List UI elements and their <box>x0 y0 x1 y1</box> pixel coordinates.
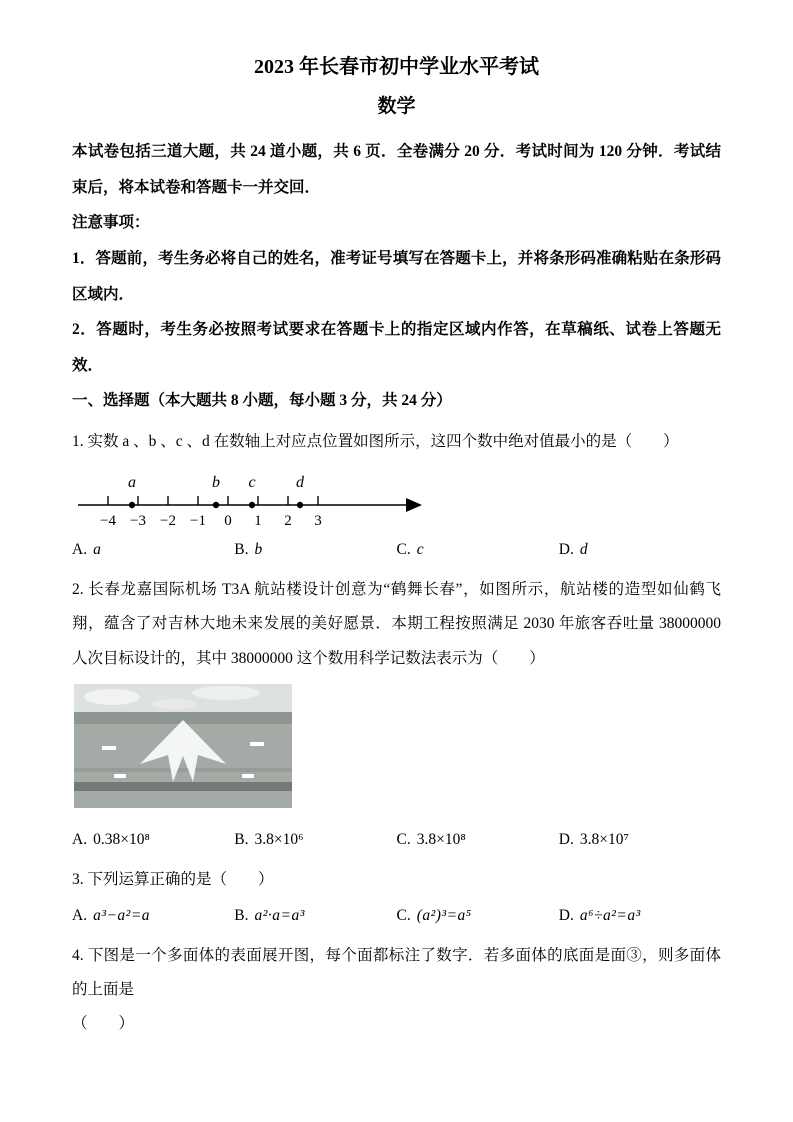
point-b-dot <box>213 502 219 508</box>
q2-option-a <box>72 823 234 857</box>
point-c-label: c <box>248 474 256 492</box>
notice-heading: 注意事项： <box>72 214 150 232</box>
q3-option-d <box>559 899 721 933</box>
q3-option-c <box>397 899 559 933</box>
option-label: C. <box>396 906 411 924</box>
option-text: a⁶÷a²=a³ <box>579 906 641 924</box>
option-label: A. <box>72 830 88 848</box>
question-2 <box>72 573 721 856</box>
option-label: A. <box>72 906 88 924</box>
q2-option-d <box>559 823 721 857</box>
q2-options <box>72 823 721 857</box>
number-line-figure <box>74 465 434 531</box>
notice-item-1: 1．答题前，考生务必将自己的姓名，准考证号填写在答题卡上，并将条形码准确粘贴在条形码区域内． <box>72 249 721 303</box>
q3-option-b <box>234 899 396 933</box>
point-a-label: a <box>128 474 136 492</box>
option-label: C. <box>396 830 411 848</box>
tick-label: 2 <box>284 513 292 530</box>
section-heading: 一、选择题（本大题共 8 小题，每小题 3 分，共 24 分） <box>72 392 452 410</box>
option-text: b <box>254 541 263 559</box>
option-text: c <box>416 541 424 559</box>
q1-text: 1. 实数 a 、b 、c 、d 在数轴上对应点位置如图所示，这四个数中绝对值最小的是（ ） <box>72 433 679 451</box>
q1-option-b <box>234 533 396 567</box>
q4-answer-paren: （ ） <box>72 1015 135 1033</box>
option-label: D. <box>558 830 574 848</box>
point-d-dot <box>297 502 303 508</box>
q1-option-a <box>72 533 234 567</box>
option-label: B. <box>234 541 249 559</box>
q2-option-b <box>234 823 396 857</box>
tick-label: 0 <box>224 513 232 530</box>
option-text: 0.38×10⁸ <box>93 830 150 848</box>
option-text: a <box>93 541 101 559</box>
q1-options <box>72 533 721 567</box>
q2-text: 2. 长春龙嘉国际机场 T3A 航站楼设计创意为“鹤舞长春”，如图所示，航站楼的造型如仙鹤飞翔，蕴含了对吉林大地未来发展的美好愿景．本期工程按照满足 2030 年旅客吞吐量 38000000 人次目标设计的，其中 38000000 这个数用科学记数法表示为（ ） <box>72 581 721 667</box>
tick-label: −1 <box>190 513 206 530</box>
option-text: a³−a²=a <box>93 906 151 924</box>
q3-options <box>72 899 721 933</box>
question-1 <box>72 425 721 567</box>
option-label: B. <box>234 906 249 924</box>
point-a-dot <box>129 502 135 508</box>
option-text: 3.8×10⁸ <box>416 830 466 848</box>
option-label: D. <box>558 541 574 559</box>
option-label: D. <box>558 906 574 924</box>
tick-label: 3 <box>314 513 322 530</box>
paper-subject: 数学 <box>377 96 416 117</box>
option-label: C. <box>396 541 411 559</box>
q2-figure <box>74 684 721 813</box>
tick-label: −3 <box>130 513 146 530</box>
axis-ticks <box>108 496 318 505</box>
axis-arrowhead <box>406 498 422 512</box>
option-text: (a²)³=a⁵ <box>416 906 472 924</box>
point-b-label: b <box>212 474 220 492</box>
intro-paragraph: 本试卷包括三道大题，共 24 道小题，共 6 页．全卷满分 20 分．考试时间为 120 分钟．考试结束后，将本试卷和答题卡一并交回． <box>72 143 721 196</box>
airport-photo <box>74 684 292 808</box>
tick-label: −4 <box>100 513 116 530</box>
point-c-dot <box>249 502 255 508</box>
paper-title: 2023 年长春市初中学业水平考试 <box>254 56 539 78</box>
option-text: 3.8×10⁷ <box>579 830 629 848</box>
point-d-label: d <box>296 474 304 492</box>
tick-label: −2 <box>160 513 176 530</box>
option-label: A. <box>72 541 88 559</box>
option-text: d <box>579 541 588 559</box>
option-label: B. <box>234 830 249 848</box>
notice-item-2: 2．答题时，考生务必按照考试要求在答题卡上的指定区域内作答，在草稿纸、试卷上答题无效． <box>72 321 721 374</box>
q4-text: 4. 下图是一个多面体的表面展开图，每个面都标注了数字．若多面体的底面是面③，则多面体的上面是 <box>72 946 721 998</box>
q1-option-d <box>559 533 721 567</box>
tick-label: 1 <box>254 513 262 530</box>
option-text: 3.8×10⁶ <box>254 830 304 848</box>
q2-option-c <box>397 823 559 857</box>
q3-text: 3. 下列运算正确的是（ ） <box>72 870 274 888</box>
question-3 <box>72 863 721 933</box>
option-text: a²·a=a³ <box>254 906 305 924</box>
question-4 <box>72 939 721 1041</box>
q3-option-a <box>72 899 234 933</box>
q1-option-c <box>397 533 559 567</box>
